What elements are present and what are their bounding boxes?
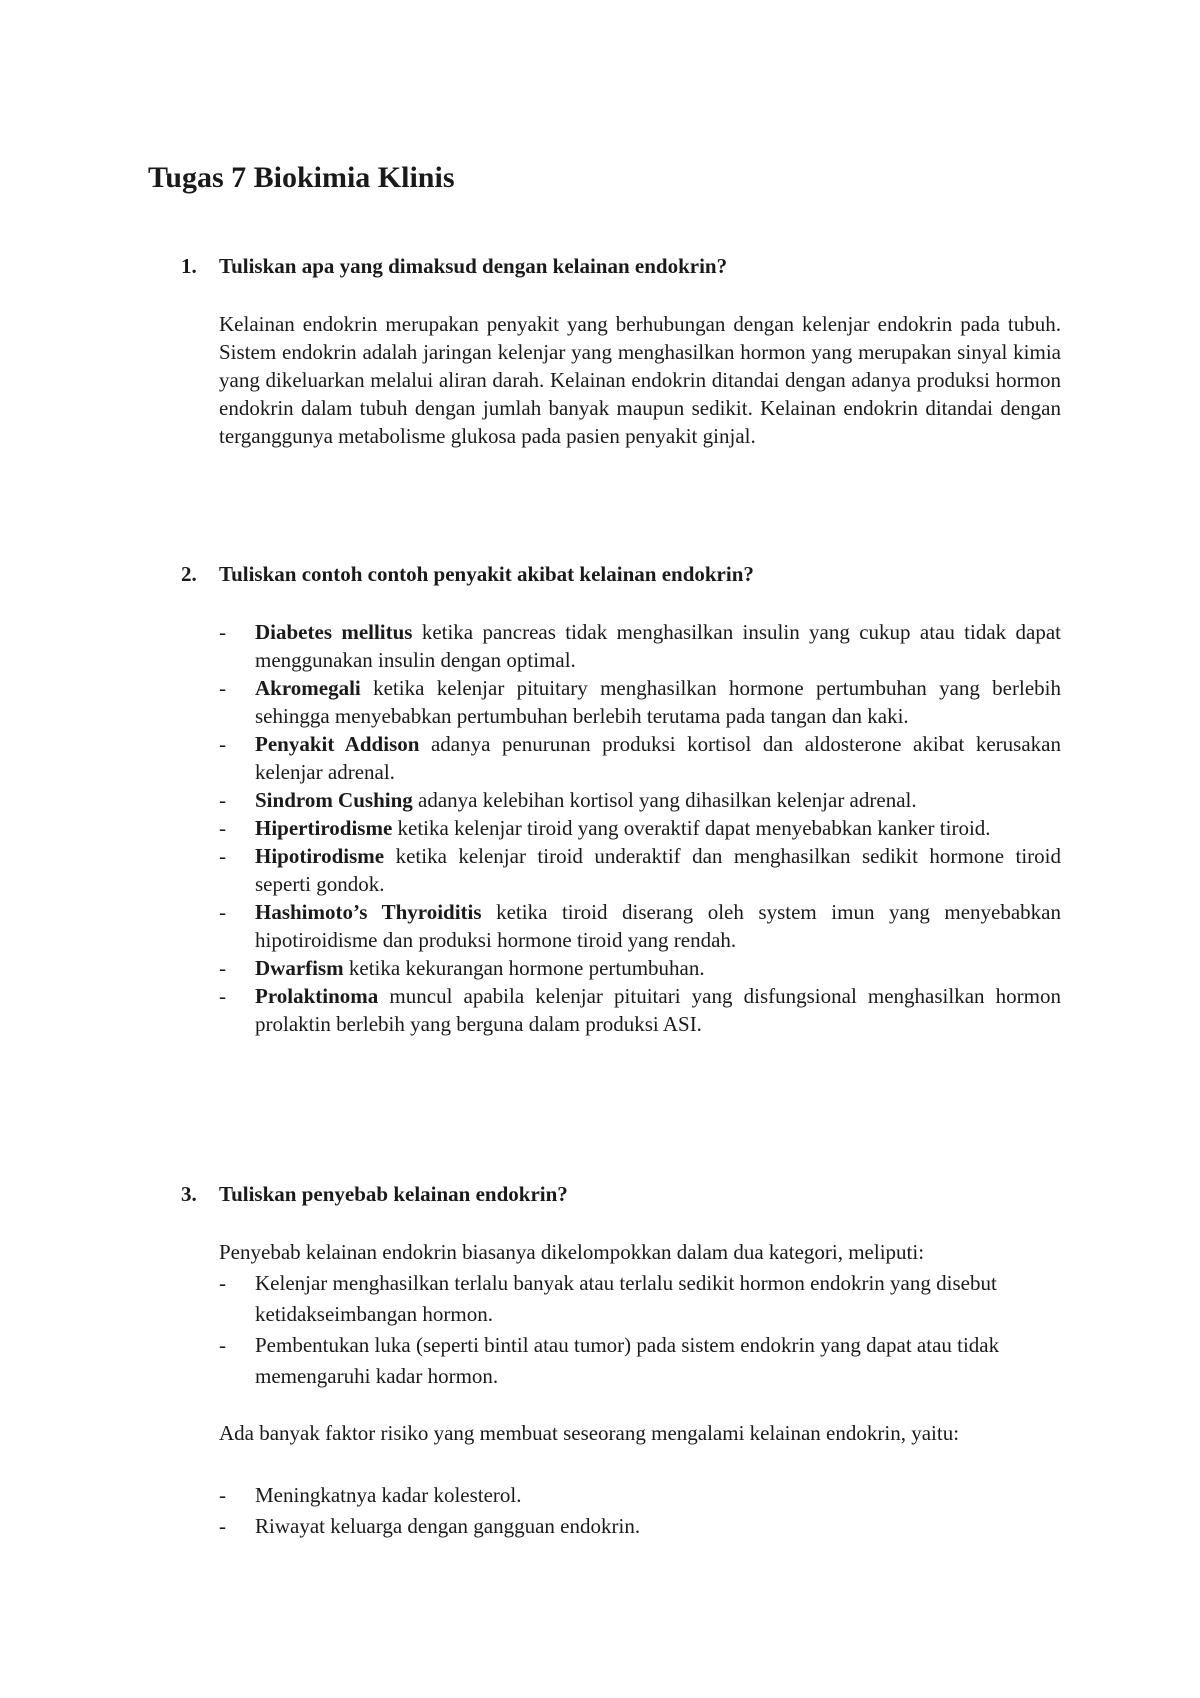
disease-list [0,618,1200,1038]
disease-description: ketika kelenjar tiroid yang overaktif dapat menyebabkan kanker tiroid. [392,816,991,840]
list-item [0,618,1061,674]
list-dash: - [219,788,226,812]
list-dash: - [219,900,226,924]
list-dash: - [219,1271,226,1295]
disease-term: Hipertirodisme [255,816,393,840]
list-item [0,954,1061,982]
disease-description: ketika kekurangan hormone pertumbuhan. [343,956,705,980]
disease-description: ketika kelenjar tiroid underaktif dan menghasilkan sedikit hormone tiroid seperti gondok. [255,844,1061,896]
disease-term: Hipotirodisme [255,844,385,868]
disease-term: Sindrom Cushing [255,788,413,812]
list-item [0,730,1061,786]
disease-term: Penyakit Addison [255,732,420,756]
list-dash: - [219,1483,226,1507]
disease-description: ketika tiroid diserang oleh system imun yang menyebabkan hipotiroidisme dan produksi hormone tiroid yang rendah. [255,900,1061,952]
list-item [0,674,1061,730]
list-dash: - [219,1333,226,1357]
list-dash: - [219,732,226,756]
list-item [0,1480,1061,1511]
list-dash: - [219,816,226,840]
cause-text: Pembentukan luka (seperti bintil atau tumor) pada sistem endokrin yang dapat atau tidak memengaruhi kadar hormon. [255,1333,1000,1388]
question-3-number: 3. [181,1182,197,1206]
question-2-number: 2. [181,562,197,586]
list-item [0,898,1061,954]
question-1-heading: Tuliskan apa yang dimaksud dengan kelainan endokrin? [219,254,728,278]
risk-list [0,1480,1200,1542]
disease-term: Akromegali [255,676,361,700]
disease-term: Diabetes mellitus [255,620,413,644]
list-item [0,1268,1061,1330]
causes-intro: Penyebab kelainan endokrin biasanya dikelompokkan dalam dua kategori, meliputi: [219,1240,925,1264]
disease-term: Prolaktinoma [255,984,379,1008]
question-1-answer: Kelainan endokrin merupakan penyakit yang berhubungan dengan kelenjar endokrin pada tubuh. Sistem endokrin adalah jaringan kelenjar yang menghasilkan hormon yang merupakan sinyal kimia yang dikeluarkan melalui aliran darah. Kelainan endokrin ditandai dengan adanya produksi hormon endokrin dalam tubuh dengan jumlah banyak maupun sedikit. Kelainan endokrin ditandai dengan terganggunya metabolisme glukosa pada pasien penyakit ginjal. [219,312,1061,448]
disease-term: Dwarfism [255,956,344,980]
list-item [0,814,1061,842]
disease-description: ketika pancreas tidak menghasilkan insulin yang cukup atau tidak dapat menggunakan insulin dengan optimal. [255,620,1061,672]
list-dash: - [219,1514,226,1538]
causes-list [0,1268,1200,1392]
disease-description: adanya penurunan produksi kortisol dan aldosterone akibat kerusakan kelenjar adrenal. [255,732,1061,784]
question-3-heading: Tuliskan penyebab kelainan endokrin? [219,1182,568,1206]
risk-intro: Ada banyak faktor risiko yang membuat seseorang mengalami kelainan endokrin, yaitu: [219,1421,960,1445]
cause-text: Kelenjar menghasilkan terlalu banyak atau terlalu sedikit hormon endokrin yang disebut ketidakseimbangan hormon. [255,1271,997,1326]
document-title: Tugas 7 Biokimia Klinis [148,161,455,194]
list-dash: - [219,984,226,1008]
risk-text: Meningkatnya kadar kolesterol. [255,1483,522,1507]
question-1-number: 1. [181,254,197,278]
list-item [0,1511,1061,1542]
list-item [0,842,1061,898]
list-item [0,982,1061,1038]
disease-description: ketika kelenjar pituitary menghasilkan hormone pertumbuhan yang berlebih sehingga menyebabkan pertumbuhan berlebih terutama pada tangan dan kaki. [255,676,1061,728]
list-item [0,786,1061,814]
risk-text: Riwayat keluarga dengan gangguan endokrin. [255,1514,641,1538]
list-dash: - [219,676,226,700]
list-dash: - [219,844,226,868]
disease-term: Hashimoto’s Thyroiditis [255,900,482,924]
list-dash: - [219,620,226,644]
list-dash: - [219,956,226,980]
disease-description: muncul apabila kelenjar pituitari yang disfungsional menghasilkan hormon prolaktin berlebih yang berguna dalam produksi ASI. [255,984,1061,1036]
question-2-heading: Tuliskan contoh contoh penyakit akibat kelainan endokrin? [219,562,754,586]
disease-description: adanya kelebihan kortisol yang dihasilkan kelenjar adrenal. [412,788,917,812]
list-item [0,1330,1061,1392]
